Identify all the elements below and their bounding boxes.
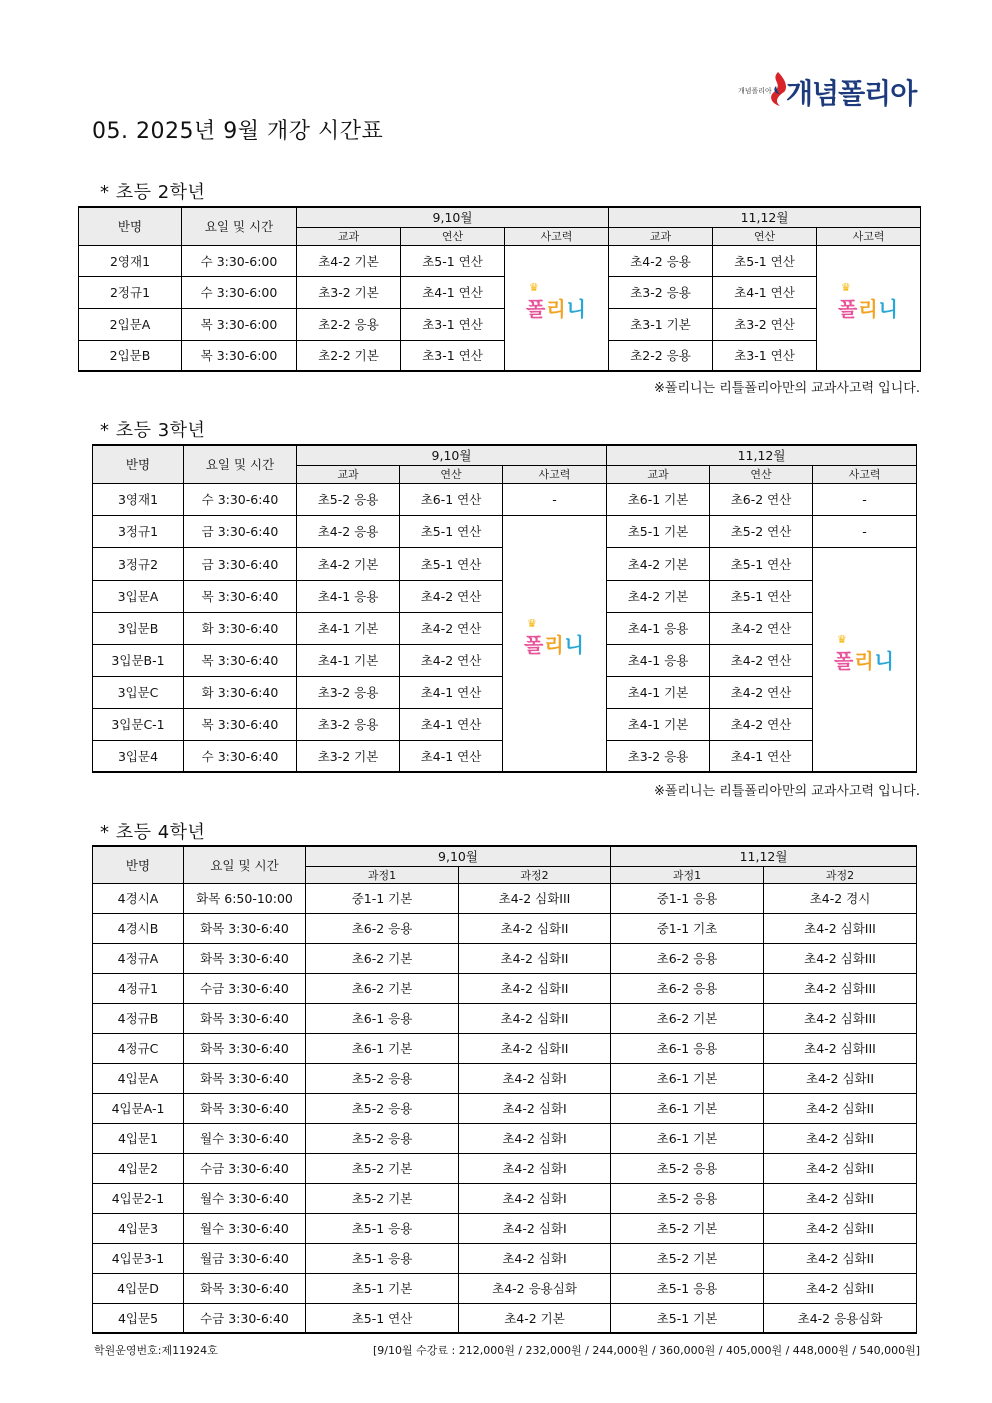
cell-course: 초4-1 기본 [297, 612, 400, 644]
table-row [93, 1183, 917, 1213]
table-row [79, 308, 921, 340]
cell-class: 4입문A-1 [93, 1093, 184, 1123]
subheader: 교과 [609, 227, 713, 245]
cell-course: 초4-2 기본 [607, 580, 710, 612]
cell-course: 초4-2 심화II [459, 1033, 611, 1063]
logo-text: 개념폴리아 [786, 77, 917, 110]
cell-course: - [503, 483, 607, 515]
cell-class: 4입문5 [93, 1303, 184, 1333]
subheader: 과정1 [306, 866, 459, 883]
table-row [93, 483, 917, 515]
cell-class: 3입문A [93, 580, 184, 612]
tuition-fees: [9/10월 수강료 : 212,000원 / 232,000원 / 244,000원 / 360,000원 / 405,000원 / 448,000원 / 540,000원] [373, 1344, 920, 1357]
cell-course: 초5-1 연산 [710, 580, 813, 612]
cell-course: 초6-2 응용 [306, 913, 459, 943]
cell-course: 초4-2 심화II [764, 1153, 917, 1183]
cell-class: 4입문A [93, 1063, 184, 1093]
subheader: 사고력 [817, 227, 921, 245]
cell-class: 2입문A [79, 308, 182, 340]
pollini-cell [813, 547, 917, 772]
cell-class: 4입문3 [93, 1213, 184, 1243]
pollini-logo: ♛ 폴리니 [526, 281, 587, 322]
cell-course: 초4-2 기본 [459, 1303, 611, 1333]
subheader: 사고력 [503, 465, 607, 483]
cell-time: 수 3:30-6:40 [184, 483, 297, 515]
cell-class: 3입문C [93, 676, 184, 708]
cell-course: 초4-1 응용 [607, 612, 710, 644]
cell-course: 초4-1 연산 [400, 676, 503, 708]
cell-time: 화목 3:30-6:40 [184, 1093, 306, 1123]
cell-time: 수금 3:30-6:40 [184, 1303, 306, 1333]
cell-course: 초3-1 기본 [609, 308, 713, 340]
table-row [93, 1213, 917, 1243]
table-row [93, 1303, 917, 1333]
cell-course: 초4-2 심화II [459, 943, 611, 973]
cell-course: 초6-1 연산 [400, 483, 503, 515]
cell-time: 목 3:30-6:00 [182, 340, 297, 371]
logo-small-text: 개념폴리아 [738, 87, 772, 95]
cell-course: 초5-1 연산 [710, 547, 813, 580]
cell-time: 월금 3:30-6:40 [184, 1243, 306, 1273]
subheader: 연산 [401, 227, 505, 245]
cell-course: 초4-2 심화I [459, 1123, 611, 1153]
cell-course: 초6-1 기본 [611, 1123, 764, 1153]
subheader: 교과 [297, 227, 401, 245]
cell-class: 4입문2 [93, 1153, 184, 1183]
cell-class: 4입문2-1 [93, 1183, 184, 1213]
cell-course: 초5-2 응용 [611, 1183, 764, 1213]
subheader: 연산 [710, 465, 813, 483]
cell-course: 초4-2 연산 [710, 644, 813, 676]
header-period-1: 9,10월 [297, 445, 607, 465]
table-row [93, 1153, 917, 1183]
cell-class: 3정규2 [93, 547, 184, 580]
subheader: 과정2 [459, 866, 611, 883]
cell-time: 화목 6:50-10:00 [184, 883, 306, 913]
header-class: 반명 [93, 846, 184, 883]
cell-course: 초5-1 기본 [611, 1303, 764, 1333]
cell-course: 초4-1 응용 [607, 644, 710, 676]
cell-course: 초4-2 기본 [297, 245, 401, 276]
cell-course: 초5-1 연산 [400, 547, 503, 580]
cell-course: 초4-2 심화III [459, 883, 611, 913]
pollini-note: ※폴리니는 리틀폴리아만의 교과사고력 입니다. [653, 784, 920, 799]
cell-course: 초5-1 응용 [306, 1243, 459, 1273]
timetable-grade2 [78, 206, 921, 372]
cell-course: 초3-1 연산 [713, 340, 817, 371]
cell-course: 초4-2 심화I [459, 1153, 611, 1183]
cell-class: 3정규1 [93, 515, 184, 547]
pollini-logo: ♛ 폴리니 [838, 281, 899, 322]
cell-course: 초5-2 기본 [611, 1243, 764, 1273]
table-row [79, 245, 921, 276]
cell-course: 초4-2 심화II [764, 1093, 917, 1123]
cell-course: 초4-2 심화III [764, 1003, 917, 1033]
timetable-grade4 [92, 845, 917, 1334]
cell-course: 초4-2 심화II [764, 1273, 917, 1303]
cell-course: 초4-2 심화II [764, 1243, 917, 1273]
cell-course: 초5-2 응용 [297, 483, 400, 515]
table-row [79, 340, 921, 371]
cell-course: 초6-1 응용 [306, 1003, 459, 1033]
cell-course: 초4-1 연산 [713, 276, 817, 308]
cell-class: 3입문B-1 [93, 644, 184, 676]
cell-time: 수 3:30-6:00 [182, 276, 297, 308]
cell-course: 초3-2 응용 [607, 740, 710, 772]
cell-class: 4정규A [93, 943, 184, 973]
pollini-cell [503, 515, 607, 772]
pollini-cell [817, 245, 921, 371]
section-title-grade4: * 초등 4학년 [100, 822, 206, 843]
cell-time: 수금 3:30-6:40 [184, 973, 306, 1003]
cell-course: 초5-2 기본 [306, 1183, 459, 1213]
cell-time: 화목 3:30-6:40 [184, 913, 306, 943]
timetable-grade3 [92, 444, 917, 773]
cell-time: 목 3:30-6:00 [182, 308, 297, 340]
cell-course: 초4-1 연산 [710, 740, 813, 772]
cell-course: 초4-2 심화I [459, 1243, 611, 1273]
cell-course: 초4-2 심화I [459, 1183, 611, 1213]
cell-course: 초6-2 기본 [306, 973, 459, 1003]
cell-course: 초2-2 기본 [297, 340, 401, 371]
cell-course: 초3-1 연산 [401, 308, 505, 340]
cell-course: 초6-2 연산 [710, 483, 813, 515]
cell-time: 화목 3:30-6:40 [184, 1273, 306, 1303]
cell-course: 초4-2 심화I [459, 1213, 611, 1243]
cell-course: 초5-1 연산 [400, 515, 503, 547]
cell-class: 4경시B [93, 913, 184, 943]
crown-icon: ♛ [837, 632, 848, 646]
cell-course: 초5-2 응용 [306, 1063, 459, 1093]
cell-course: 초5-1 연산 [401, 245, 505, 276]
cell-time: 화 3:30-6:40 [184, 676, 297, 708]
cell-course: 초5-2 기본 [306, 1153, 459, 1183]
header-period-2: 11,12월 [607, 445, 917, 465]
table-row [93, 1273, 917, 1303]
cell-class: 2영재1 [79, 245, 182, 276]
pollini-note: ※폴리니는 리틀폴리아만의 교과사고력 입니다. [653, 381, 920, 396]
cell-course: 초4-2 응용 [297, 515, 400, 547]
header-period-2: 11,12월 [611, 846, 917, 866]
cell-class: 3입문C-1 [93, 708, 184, 740]
cell-course: 초4-2 연산 [400, 612, 503, 644]
pollini-cell [505, 245, 609, 371]
cell-course: 초6-1 응용 [611, 1033, 764, 1063]
cell-time: 수금 3:30-6:40 [184, 1153, 306, 1183]
cell-time: 목 3:30-6:40 [184, 708, 297, 740]
cell-time: 금 3:30-6:40 [184, 547, 297, 580]
license-number: 학원운영번호:제11924호 [94, 1344, 218, 1357]
cell-class: 4경시A [93, 883, 184, 913]
table-row [79, 276, 921, 308]
subheader: 사고력 [505, 227, 609, 245]
crown-icon: ♛ [841, 281, 852, 295]
cell-time: 수 3:30-6:40 [184, 740, 297, 772]
cell-class: 2정규1 [79, 276, 182, 308]
cell-course: 중1-1 기본 [306, 883, 459, 913]
cell-course: 초3-1 연산 [401, 340, 505, 371]
cell-class: 4정규1 [93, 973, 184, 1003]
cell-course: 초6-2 기본 [306, 943, 459, 973]
cell-course: 초4-1 응용 [297, 580, 400, 612]
header-period-1: 9,10월 [306, 846, 611, 866]
table-row [93, 1033, 917, 1063]
table-row [93, 1243, 917, 1273]
cell-class: 2입문B [79, 340, 182, 371]
cell-course: 초4-2 심화II [764, 1183, 917, 1213]
cell-course: 초4-2 심화II [764, 1123, 917, 1153]
cell-course: 초5-1 기본 [306, 1273, 459, 1303]
cell-course: 초3-2 기본 [297, 276, 401, 308]
header-time: 요일 및 시간 [184, 846, 306, 883]
table-row [93, 515, 917, 547]
cell-time: 화목 3:30-6:40 [184, 1003, 306, 1033]
cell-course: 초4-2 연산 [400, 580, 503, 612]
cell-course: - [813, 515, 917, 547]
cell-course: 초4-1 연산 [400, 708, 503, 740]
subheader: 사고력 [813, 465, 917, 483]
header-class: 반명 [79, 207, 182, 245]
cell-course: 초5-1 기본 [607, 515, 710, 547]
crown-icon: ♛ [529, 281, 540, 295]
header-time: 요일 및 시간 [184, 445, 297, 483]
table-row [93, 1003, 917, 1033]
table-row [93, 1093, 917, 1123]
cell-class: 3영재1 [93, 483, 184, 515]
cell-time: 화목 3:30-6:40 [184, 943, 306, 973]
table-row [93, 973, 917, 1003]
cell-class: 4정규B [93, 1003, 184, 1033]
pollini-logo: ♛ 폴리니 [834, 632, 895, 673]
header-time: 요일 및 시간 [182, 207, 297, 245]
cell-course: 초6-2 응용 [611, 973, 764, 1003]
cell-course: 초6-2 기본 [611, 1003, 764, 1033]
cell-time: 목 3:30-6:40 [184, 580, 297, 612]
cell-course: 초5-1 연산 [713, 245, 817, 276]
cell-course: 초5-2 응용 [306, 1123, 459, 1153]
cell-course: 초5-1 응용 [306, 1213, 459, 1243]
subheader: 연산 [400, 465, 503, 483]
cell-course: 초2-2 응용 [297, 308, 401, 340]
cell-time: 화 3:30-6:40 [184, 612, 297, 644]
cell-course: 초4-2 연산 [710, 708, 813, 740]
subheader: 과정1 [611, 866, 764, 883]
cell-course: 초3-2 기본 [297, 740, 400, 772]
cell-course: 초4-2 심화III [764, 943, 917, 973]
table-row [93, 1123, 917, 1153]
cell-course: 초3-2 응용 [297, 708, 400, 740]
cell-time: 화목 3:30-6:40 [184, 1063, 306, 1093]
cell-course: 초4-2 심화II [764, 1063, 917, 1093]
cell-course: 초4-2 응용심화 [459, 1273, 611, 1303]
header-class: 반명 [93, 445, 184, 483]
subheader: 교과 [297, 465, 400, 483]
cell-course: 초4-2 심화II [764, 1213, 917, 1243]
cell-course: 초4-2 연산 [710, 676, 813, 708]
cell-course: 초6-1 기본 [611, 1063, 764, 1093]
cell-course: 초6-1 기본 [607, 483, 710, 515]
cell-course: 중1-1 응용 [611, 883, 764, 913]
cell-course: 초5-1 연산 [306, 1303, 459, 1333]
table-row [93, 943, 917, 973]
cell-course: 초5-2 연산 [710, 515, 813, 547]
cell-course: 초4-1 연산 [401, 276, 505, 308]
cell-course: 초5-2 기본 [611, 1213, 764, 1243]
cell-course: 초4-2 심화II [459, 913, 611, 943]
cell-class: 3입문B [93, 612, 184, 644]
table-row [93, 913, 917, 943]
cell-course: 초4-2 경시 [764, 883, 917, 913]
cell-course: 초4-2 심화III [764, 973, 917, 1003]
cell-course: 초3-2 응용 [609, 276, 713, 308]
cell-time: 월수 3:30-6:40 [184, 1213, 306, 1243]
cell-time: 금 3:30-6:40 [184, 515, 297, 547]
pollini-logo: ♛ 폴리니 [524, 616, 585, 657]
page-title: 05. 2025년 9월 개강 시간표 [92, 119, 384, 144]
cell-course: 초4-2 심화II [459, 973, 611, 1003]
cell-time: 화목 3:30-6:40 [184, 1033, 306, 1063]
subheader: 교과 [607, 465, 710, 483]
cell-course: 초4-1 기본 [297, 644, 400, 676]
cell-course: 초3-2 연산 [713, 308, 817, 340]
brand-logo [738, 66, 928, 112]
cell-course: 초2-2 응용 [609, 340, 713, 371]
table-row [93, 1063, 917, 1093]
cell-course: 초4-2 기본 [297, 547, 400, 580]
cell-time: 월수 3:30-6:40 [184, 1183, 306, 1213]
cell-class: 4입문3-1 [93, 1243, 184, 1273]
cell-course: 초6-1 기본 [611, 1093, 764, 1123]
cell-course: 초5-2 응용 [306, 1093, 459, 1123]
cell-course: 초5-2 응용 [611, 1153, 764, 1183]
cell-course: 초4-2 기본 [607, 547, 710, 580]
subheader: 연산 [713, 227, 817, 245]
crown-icon: ♛ [527, 616, 538, 630]
header-period-2: 11,12월 [609, 207, 921, 227]
cell-course: 초4-1 연산 [400, 740, 503, 772]
section-title-grade2: * 초등 2학년 [100, 182, 206, 203]
cell-course: 초4-2 심화II [459, 1003, 611, 1033]
cell-time: 수 3:30-6:00 [182, 245, 297, 276]
cell-class: 4입문1 [93, 1123, 184, 1153]
cell-class: 4입문D [93, 1273, 184, 1303]
cell-course: 초4-1 기본 [607, 676, 710, 708]
cell-course: 초4-2 응용 [609, 245, 713, 276]
cell-course: 초4-2 심화I [459, 1093, 611, 1123]
cell-time: 목 3:30-6:40 [184, 644, 297, 676]
cell-course: 초4-2 응용심화 [764, 1303, 917, 1333]
cell-course: 초6-2 응용 [611, 943, 764, 973]
cell-course: 초6-1 기본 [306, 1033, 459, 1063]
header-period-1: 9,10월 [297, 207, 609, 227]
cell-course: 중1-1 기초 [611, 913, 764, 943]
cell-course: - [813, 483, 917, 515]
cell-class: 4정규C [93, 1033, 184, 1063]
cell-course: 초5-1 응용 [611, 1273, 764, 1303]
table-row [93, 883, 917, 913]
cell-class: 3입문4 [93, 740, 184, 772]
cell-course: 초4-2 연산 [400, 644, 503, 676]
subheader: 과정2 [764, 866, 917, 883]
cell-course: 초4-2 심화III [764, 913, 917, 943]
cell-course: 초4-2 심화III [764, 1033, 917, 1063]
cell-course: 초3-2 응용 [297, 676, 400, 708]
cell-time: 월수 3:30-6:40 [184, 1123, 306, 1153]
section-title-grade3: * 초등 3학년 [100, 420, 206, 441]
cell-course: 초4-2 연산 [710, 612, 813, 644]
cell-course: 초4-2 심화I [459, 1063, 611, 1093]
cell-course: 초4-1 기본 [607, 708, 710, 740]
